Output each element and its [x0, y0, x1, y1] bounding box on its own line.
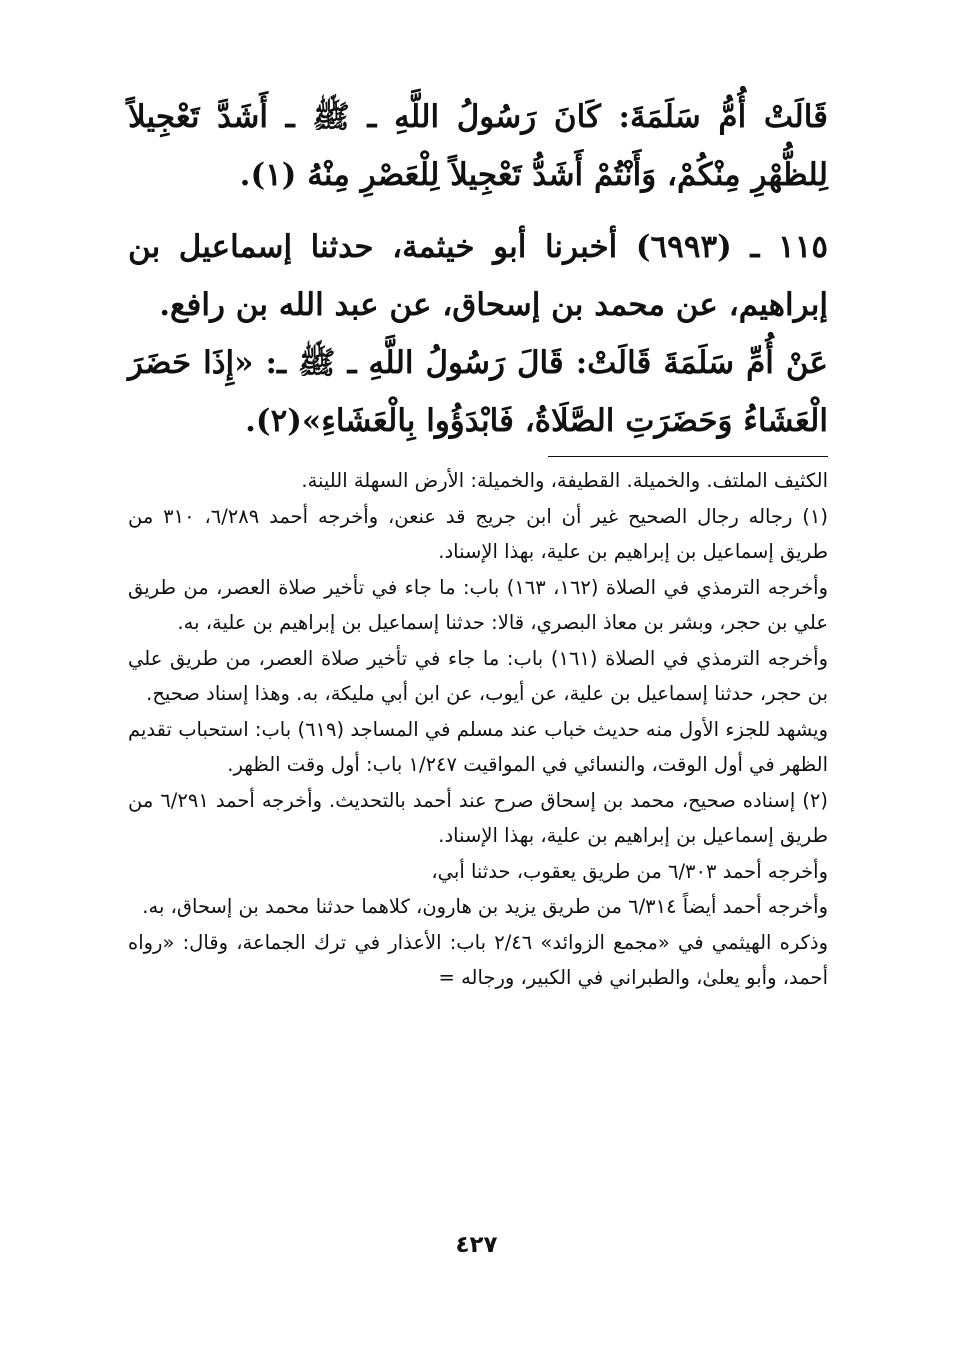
footnote-2: (٢) إسناده صحيح، محمد بن إسحاق صرح عند أحمد بالتحديث. وأخرجه أحمد ٦/٢٩١ من طريق إسماعيل بن إبراهيم بن علية، بهذا الإسناد. [128, 788, 828, 847]
footnote-continuation: الكثيف الملتف. والخميلة. القطيفة، والخميلة: الأرض السهلة اللينة. [301, 469, 828, 492]
hadith-114-ending: قَالَتْ أُمُّ سَلَمَةَ: كَانَ رَسُولُ اللَّهِ ـ ﷺ ـ أَشَدَّ تَعْجِيلاً لِلظُّهْرِ مِنْكُمْ، وَأَنْتُمْ أَشَدُّ تَعْجِيلاً لِلْعَصْرِ مِنْهُ (١). [128, 99, 828, 193]
page-body [128, 88, 828, 996]
footnote-2-ahmad-a: وأخرجه أحمد ٦/٣٠٣ من طريق يعقوب، حدثنا أبي، [431, 859, 828, 883]
footnotes [128, 463, 828, 996]
footnote-1-witness: ويشهد للجزء الأول منه حديث خباب عند مسلم في المساجد (٦١٩) باب: استحباب تقديم الظهر في أول الوقت، والنسائي في المواقيت ١/٢٤٧ باب: أول وقت الظهر. [128, 717, 829, 776]
footnote-1-tirmidhi-a: وأخرجه الترمذي في الصلاة (١٦٢، ١٦٣) باب: ما جاء في تأخير صلاة العصر، من طريق علي بن حجر، وبشر بن معاذ البصري، قالا: حدثنا إسماعيل بن إبراهيم بن علية، به. [128, 575, 828, 634]
page-number: ٤٢٧ [455, 1232, 498, 1258]
footnote-2-haythami: وذكره الهيثمي في «مجمع الزوائد» ٢/٤٦ باب: الأعذار في ترك الجماعة، وقال: «رواه أحمد، وأبو يعلىٰ، والطبراني في الكبير، ورجاله = [128, 930, 829, 989]
paragraph-gap [128, 204, 828, 218]
hadith-115-matn: عَنْ أُمِّ سَلَمَةَ قَالَتْ: قَالَ رَسُولُ اللَّهِ ـ ﷺ ـ: «إِذَا حَضَرَ الْعَشَاءُ وَحَضَرَتِ الصَّلَاةُ، فَابْدَؤُوا بِالْعَشَاءِ»(٢). [128, 345, 828, 439]
main-text [128, 88, 828, 450]
footnote-1-tirmidhi-b: وأخرجه الترمذي في الصلاة (١٦١) باب: ما جاء في تأخير صلاة العصر، من طريق علي بن حجر، حدثنا إسماعيل بن علية، عن أيوب، عن ابن أبي مليكة، به. وهذا إسناد صحيح. [128, 646, 828, 705]
footnote-2-ahmad-b: وأخرجه أحمد أيضاً ٦/٣١٤ من طريق يزيد بن هارون، كلاهما حدثنا محمد بن إسحاق، به. [142, 895, 828, 918]
hadith-115-isnad: ١١٥ ـ (٦٩٩٣) أخبرنا أبو خيثمة، حدثنا إسماعيل بن إبراهيم، عن محمد بن إسحاق، عن عبد الله بن رافع. [128, 229, 828, 323]
footnote-1: (١) رجاله رجال الصحيح غير أن ابن جريج قد عنعن، وأخرجه أحمد ٦/٢٨٩، ٣١٠ من طريق إسماعيل بن إبراهيم بن علية، بهذا الإسناد. [128, 504, 828, 563]
footnote-separator [548, 456, 828, 457]
